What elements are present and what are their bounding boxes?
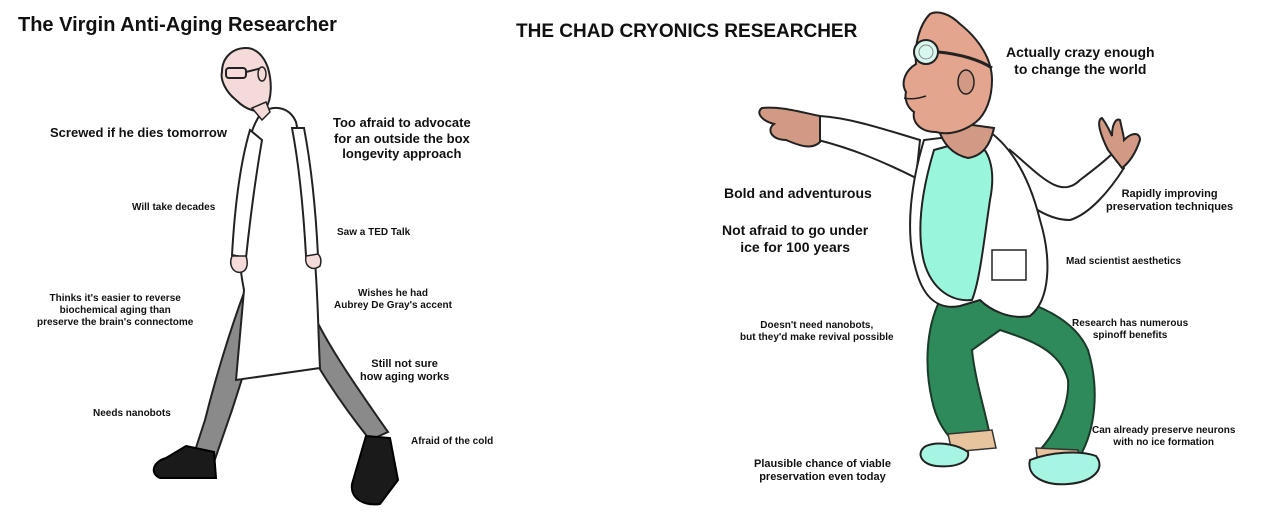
chad-head — [904, 12, 992, 133]
label-decades: Will take decades — [132, 202, 216, 213]
label-plausible: Plausible chance of viable preservation even today — [754, 458, 891, 484]
label-crazy: Actually crazy enough to change the world — [1006, 44, 1155, 77]
label-rapid: Rapidly improving preservation techniques — [1106, 188, 1234, 214]
label-ice: Not afraid to go under ice for 100 years — [722, 222, 869, 255]
chad-pants — [927, 298, 1094, 456]
chad-left-slipper — [921, 444, 969, 467]
chad-right-slipper — [1029, 453, 1099, 485]
label-spinoff: Research has numerous spinoff benefits — [1072, 318, 1189, 341]
chad-ear — [958, 70, 974, 94]
chad-goggle-lens — [914, 40, 938, 64]
chad-left-arm — [818, 116, 920, 178]
label-bold: Bold and adventurous — [724, 185, 872, 201]
label-ted: Saw a TED Talk — [337, 227, 411, 238]
label-neurons: Can already preserve neurons with no ice formation — [1092, 425, 1236, 448]
virgin-title: The Virgin Anti-Aging Researcher — [18, 14, 337, 36]
label-wishes: Wishes he had Aubrey De Gray's accent — [334, 288, 452, 311]
label-screwed: Screwed if he dies tomorrow — [50, 125, 227, 140]
label-cold: Afraid of the cold — [411, 436, 494, 447]
chad-left-hand — [759, 108, 820, 147]
label-no-nanobots: Doesn't need nanobots, but they'd make revival possible — [740, 320, 894, 343]
label-thinks: Thinks it's easier to reverse biochemical aging than preserve the brain's connectome — [37, 293, 194, 328]
label-mad: Mad scientist aesthetics — [1066, 256, 1182, 267]
label-not-sure: Still not sure how aging works — [360, 358, 450, 384]
label-too-afraid: Too afraid to advocate for an outside the box longevity approach — [333, 115, 471, 162]
label-nanobots: Needs nanobots — [93, 408, 171, 419]
chad-title: THE CHAD CRYONICS RESEARCHER — [516, 21, 858, 42]
